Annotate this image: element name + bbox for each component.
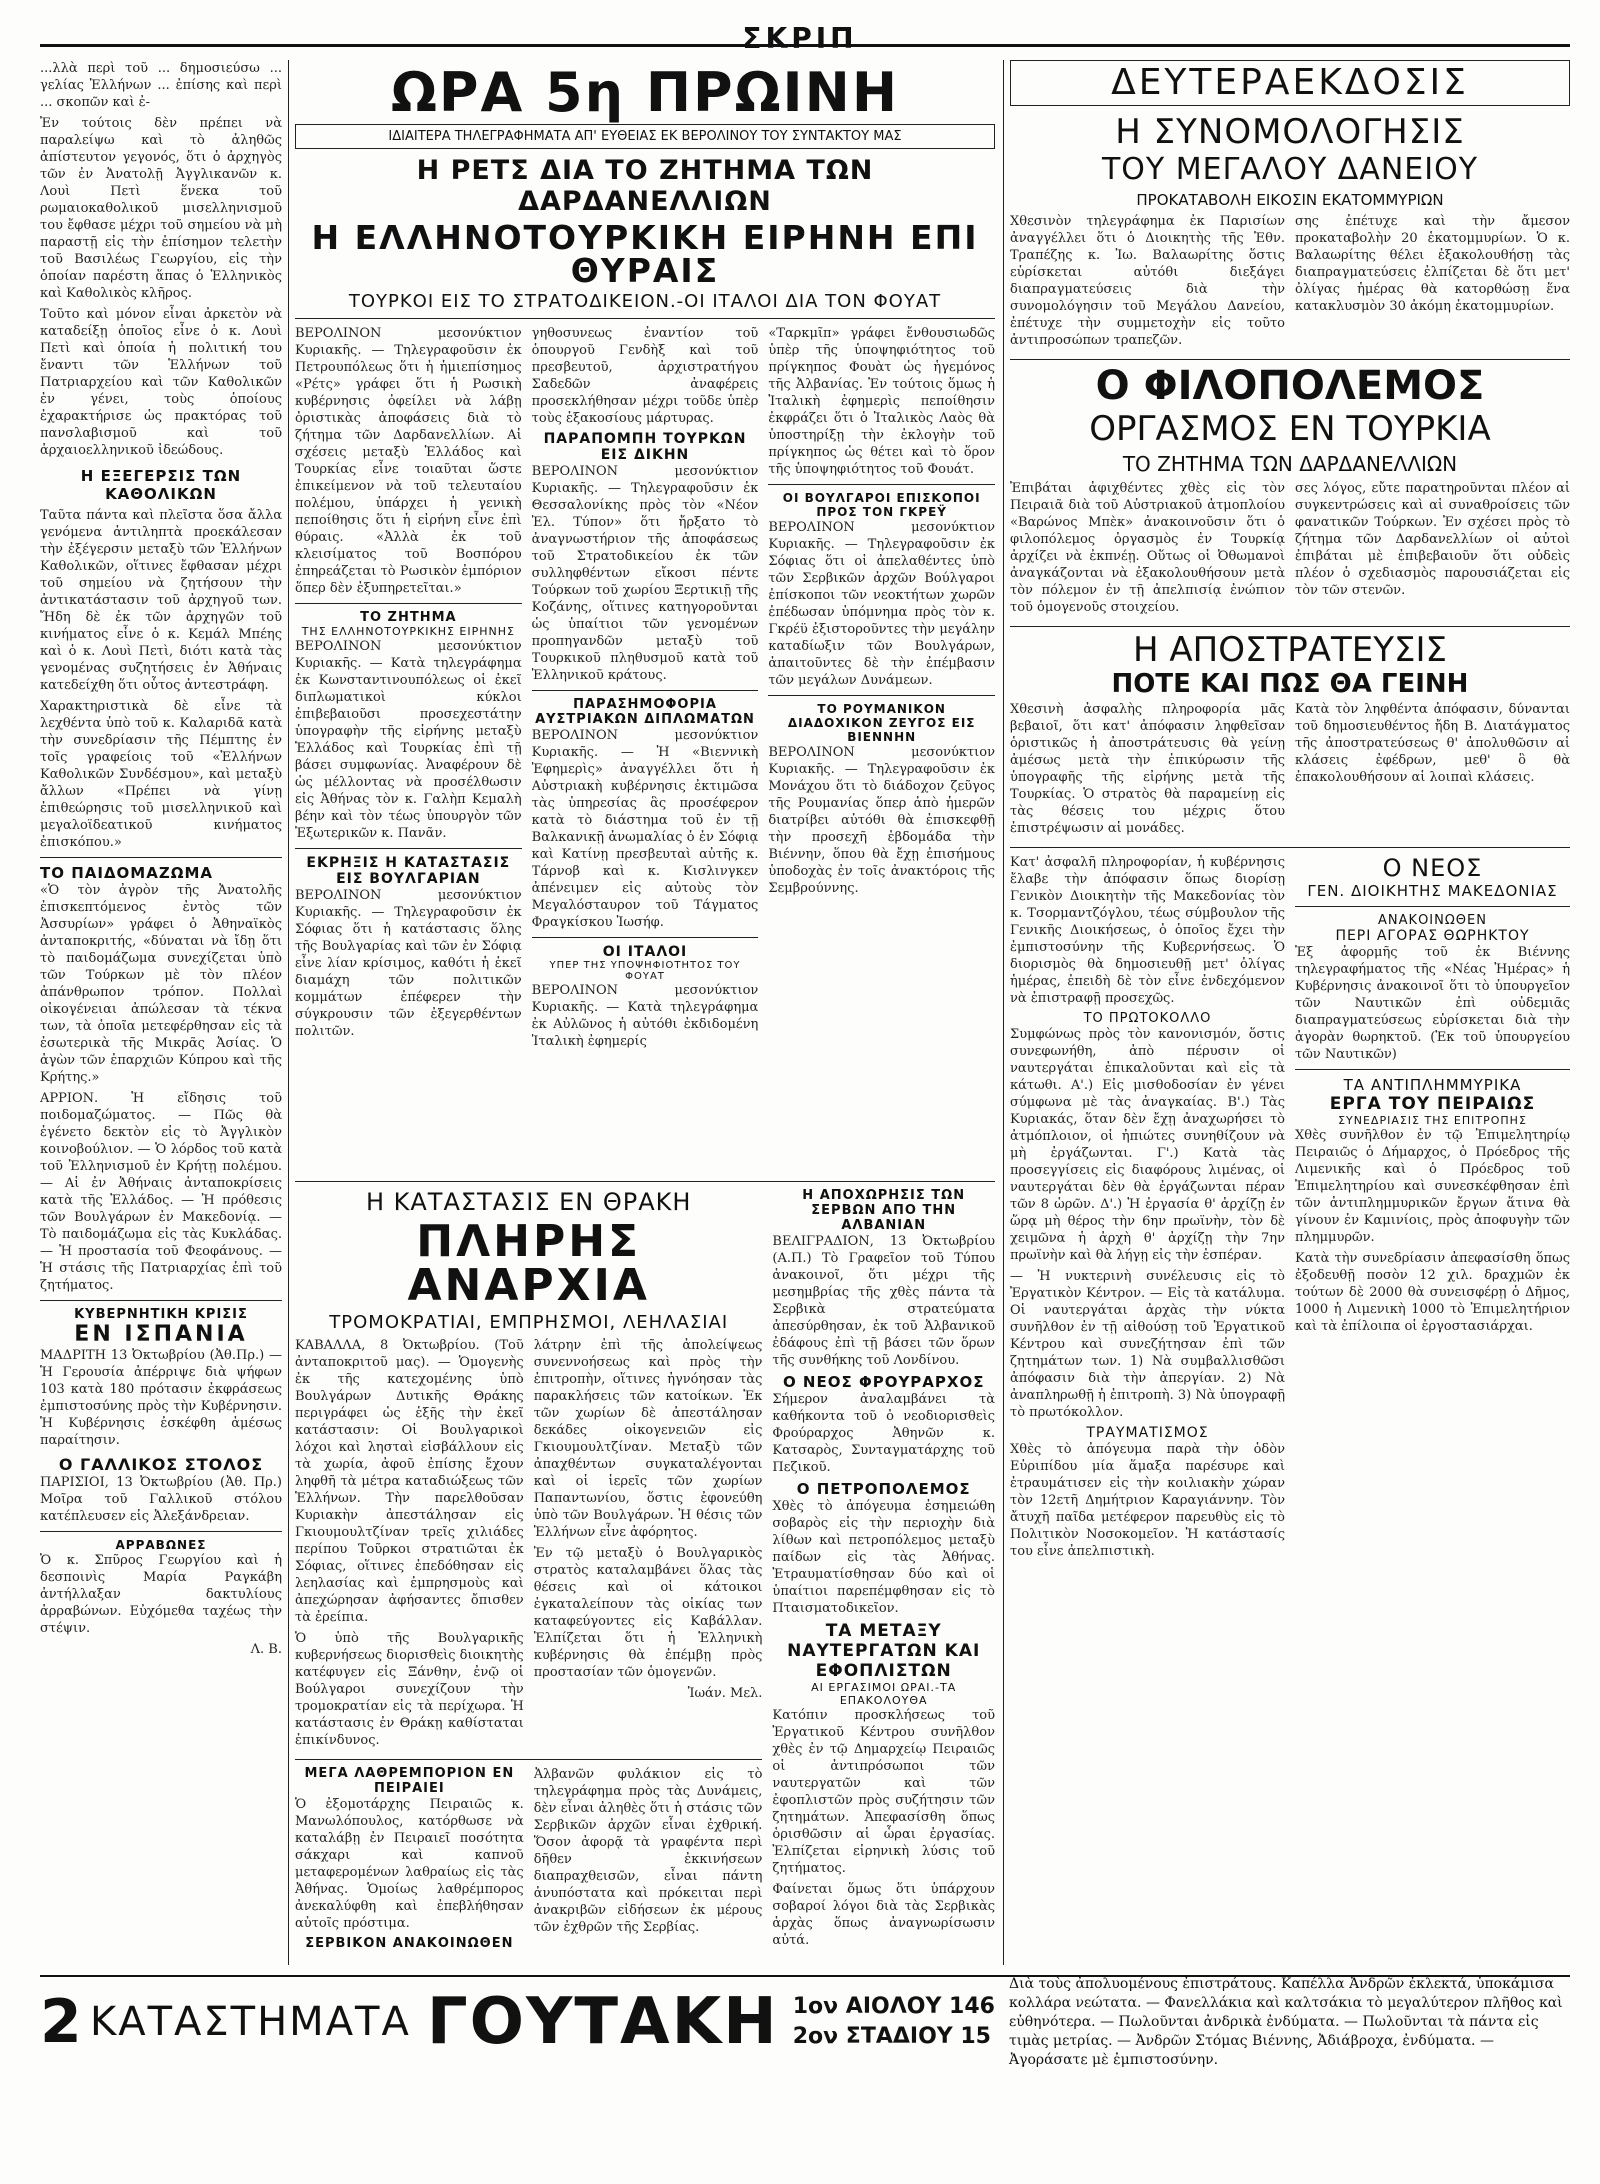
- divider: [768, 484, 995, 485]
- news-columns: [1010, 701, 1570, 841]
- masthead: ΣΚΡΙΠ: [742, 22, 858, 55]
- article-text: Χαρακτηριστικὰ δὲ εἶνε τὰ λεχθέντα ὑπὸ τοῦ κ. Καλαριδᾶ κατὰ τὴν συνεδρίασιν τῆς Πέμπτης ἐν τοῖς γραφείοις τοῦ «Ἑλλήνων Καθολικῶν Συνδέσμου», καὶ μεταξὺ ἄλλων «Πρέπει νὰ γίνῃ ἐπιθεώρησις τοῦ μισελληνικοῦ καὶ μεγαλοϊδεατικοῦ κινήματος ἐπισκόπου.»: [40, 699, 282, 850]
- section-heading: ΟΙ ΙΤΑΛΟΙ: [602, 944, 688, 960]
- news-column: [1295, 854, 1570, 1754]
- section-heading: ΠΕΡΙ ΑΓΟΡΑΣ ΘΩΡΗΚΤΟΥ: [1335, 928, 1530, 944]
- divider: [1010, 847, 1570, 848]
- article-text: ...λλὰ περὶ τοῦ ... δημοσιεύσω ... γελίας Ἑλλήνων ... ἐπίσης καὶ περὶ ... σκοπῶν καὶ ἐ-: [40, 61, 282, 110]
- article-text: λάτρην ἐπὶ τῆς ἀπολείψεως συνεννοήσεως καὶ πρὸς τὴν ἐπιτροπὴν, οἵτινες ἠγνόησαν τὰς παρακλήσεις τῶν κατοίκων. Ἐκ τῶν χωρίων δὲ ἀπεστάλησαν δεκάδες οἰκογενειῶν εἰς Γκιουμουλτζίναν. Μεταξὺ τῶν ἀπαχθέντων συγκαταλέγονται καὶ οἱ ἱερεῖς τῶν χωρίων Παπαντωνίου, ὅστις ἐφονεύθη ὑπὸ τῶν Βουλγάρων. Ἡ θέσις τῶν Ἑλλήνων εἶνε ἀφόρητος.: [533, 1338, 763, 1540]
- section-heading: ΣΕΡΒΙΚΟΝ ΑΝΑΚΟΙΝΩΘΕΝ: [305, 1936, 514, 1948]
- section-heading: ΤΡΑΥΜΑΤΙΣΜΟΣ: [1086, 1425, 1209, 1441]
- headline: ΠΛΗΡΗΣ ΑΝΑΡΧΙΑ: [407, 1216, 650, 1311]
- divider: [1010, 626, 1570, 627]
- headline-sub: ΤΡΟΜΟΚΡΑΤΙΑΙ, ΕΜΠΡΗΣΜΟΙ, ΛΕΗΛΑΣΙΑΙ: [329, 1312, 729, 1333]
- ad-address: 2ον ΣΤΑΔΙΟΥ 15: [792, 2024, 991, 2049]
- ad-number: 2: [40, 1987, 82, 2057]
- section-heading: ΓΕΝ. ΔΙΟΙΚΗΤΗΣ ΜΑΚΕΔΟΝΙΑΣ: [1307, 882, 1558, 900]
- section-heading: ΑΙ ΕΡΓΑΣΙΜΟΙ ΩΡΑΙ.-ΤΑ ΕΠΑΚΟΛΟΥΘΑ: [811, 1681, 957, 1707]
- article-text: Ἐν τῷ μεταξὺ ὁ Βουλγαρικὸς στρατὸς καταλαμβάνει ὅλας τὰς θέσεις καὶ οἱ κάτοικοι ἐγκαταλείπουν τὰς οἰκίας των καταφεύγοντες εἰς Καβάλλαν. Ἐλπίζεται ὅτι ἡ Ἑλληνικὴ κυβέρνησις θὰ ἐπέμβῃ πρὸς προστασίαν τῶν ὁμογενῶν.: [533, 1546, 763, 1680]
- column-middle: [295, 60, 995, 1970]
- headline: Ο ΦΙΛΟΠΟΛΕΜΟΣ: [1095, 363, 1485, 409]
- column-rule: [1003, 60, 1004, 1965]
- section-heading: ΕΚΡΗΞΙΣ Η ΚΑΤΑΣΤΑΣΙΣ ΕΙΣ ΒΟΥΛΓΑΡΙΑΝ: [306, 855, 511, 887]
- news-column: [1010, 213, 1285, 353]
- section-heading: ΥΠΕΡ ΤΗΣ ΥΠΟΨΗΦΙΟΤΗΤΟΣ ΤΟΥ ΦΟΥΑΤ: [549, 960, 741, 982]
- section-heading: ΑΝΑΚΟΙΝΩΘΕΝ: [1378, 913, 1487, 928]
- news-columns: [1010, 480, 1570, 620]
- divider: [532, 937, 759, 938]
- divider: [40, 1531, 282, 1532]
- headline: Η ΑΠΟΣΤΡΑΤΕΥΣΙΣ: [1133, 630, 1447, 670]
- article-text: Ὁ ὑπὸ τῆς Βουλγαρικῆς κυβερνήσεως διορισθεὶς διοικητὴς κατέφυγεν εἰς Ξάνθην, ἐνῷ οἱ Βούλγαροι συνεχίζουν τὴν τρομοκρατίαν εἰς τὰ περίχωρα. Ἡ κατάστασις ἐν Θράκῃ καθίσταται ἐπικίνδυνος.: [295, 1631, 524, 1748]
- article-text: ΒΕΡΟΛΙΝΟΝ μεσονύκτιον Κυριακῆς. — Τηλεγραφοῦσιν ἐκ Μονάχου ὅτι τὸ διάδοχον ζεῦγος τῆς Ρουμανίας ὅπερ ἀπὸ ἡμερῶν διατρίβει αὐτόθι θὰ ἐπισκεφθῇ τὴν προσεχῆ ἑβδομάδα τὴν Βιέννην, ὅπου θὰ ἔχῃ ἐπισήμους ὑποδοχὰς ἐν τοῖς ἀνακτόροις τῆς Σεμβρούννης.: [768, 745, 995, 896]
- divider: [40, 1300, 282, 1301]
- news-column: [1295, 701, 1570, 841]
- article-text: ΚΑΒΑΛΛΑ, 8 Ὀκτωβρίου. (Τοῦ ἀνταποκριτοῦ μας). — Ὁμογενὴς ἐκ τῆς κατεχομένης ὑπὸ Βουλγάρων Δυτικῆς Θράκης περιγράφει ὡς ἑξῆς τὴν ἐκεῖ κατάστασιν: Οἱ Βουλγαρικοὶ λόχοι καὶ λησταὶ εἰσβάλλουν εἰς τὰ χωρία, ἀφοῦ ἐπίσης ἔχουν ληφθῆ τὰ μέτρα καταδιώξεως τῶν Ἑλλήνων. Τὴν παρελθοῦσαν Κυριακὴν ἀπεστάλησαν εἰς Γκιουμουλτζίναν τρεῖς χιλιάδες περίπου Τοῦρκοι στρατιῶται ἐκ Σόφιας, οἵτινες ἐπεδόθησαν εἰς λεηλασίας καὶ ἐμπρησμοὺς καὶ ἀπεχώρησαν ἀφήσαντες ὄπισθεν τὰ ἐρείπια.: [295, 1338, 524, 1625]
- news-column: [1295, 213, 1570, 353]
- article-text: γηθοσυνεως ἐναντίον τοῦ ὁπουργοῦ Γενδὴξ καὶ τοῦ πρεσβευτοῦ, ἀρχιστρατήγου Σαδεδῶν ἀναφέρεις προσεκλήθησαν μέχρι τοῦδε ὑπὲρ τοὺς ἑξακοσίους μάρτυρας.: [531, 326, 759, 426]
- divider: [768, 695, 995, 696]
- article-text: Ἐπιβάται ἀφιχθέντες χθὲς εἰς τὸν Πειραιᾶ διὰ τοῦ Αὐστριακοῦ ἀτμοπλοίου «Βαρώνος Μπὲκ» ἀνακοινοῦσιν ὅτι ὁ φιλοπόλεμος ὀργασμὸς ἐν Τουρκίᾳ ἀρχίζει νὰ ἐκπνέῃ. Οὕτως οἱ Ὀθωμανοὶ ἀναγκάζονται νὰ ἐξακολουθήσουν μετὰ τὸν πόλεμον ἐν τῇ ἀπελπισίᾳ ἐνώπιον τοῦ ὁμογενοῦς στοιχείου.: [1010, 481, 1285, 615]
- section-heading: Ο ΓΑΛΛΙΚΟΣ ΣΤΟΛΟΣ: [58, 1455, 264, 1474]
- news-column: [768, 325, 995, 1175]
- article-text: ΒΕΛΙΓΡΑΔΙΟΝ, 13 Ὀκτωβρίου (Α.Π.) Τὸ Γραφεῖον τοῦ Τύπου ἀνακοινοῖ, ὅτι μέχρι τῆς μεσημβρίας τῆς χθὲς πάντα τὰ Σερβικὰ στρατεύματα ἀπεσύρθησαν, ἐκ τοῦ Ἀλβανικοῦ ἐδάφους ἐπὶ τῇ βάσει τῶν ὅρων τῆς συνθήκης τοῦ Λονδίνου.: [772, 1234, 995, 1368]
- section-heading: ΠΑΡΑΣΗΜΟΦΟΡΙΑ ΑΥΣΤΡΙΑΚΩΝ ΔΙΠΛΩΜΑΤΩΝ: [535, 697, 755, 727]
- headline: ΤΟΥ ΜΕΓΑΛΟΥ ΔΑΝΕΙΟΥ: [1101, 152, 1479, 187]
- article-text: Ὁ κ. Σπῦρος Γεωργίου καὶ ἡ δεσποινὶς Μαρία Ραγκάβη ἀντήλλαξαν δακτυλίους ἀρραβώνων. Εὐχόμεθα ταχέως τὴν στέψιν.: [40, 1553, 282, 1636]
- section-heading: ΠΑΡΑΠΟΜΠΗ ΤΟΥΡΚΩΝ ΕΙΣ ΔΙΚΗΝ: [543, 431, 747, 463]
- section-heading: ΤΗΣ ΕΛΛΗΝΟΤΟΥΡΚΙΚΗΣ ΕΙΡΗΝΗΣ: [301, 625, 515, 638]
- article-text: Τοῦτο καὶ μόνον εἶναι ἀρκετὸν νὰ καταδείξῃ ὁποῖος εἶνε ὁ κ. Λουὶ Πετὶ καὶ ὁποία ἡ πολιτική του ἔναντι τῶν Ἑλλήνων τοῦ Πατριαρχείου καὶ τῶν Καθολικῶν ἐν γένει, τοὺς ὁποίους ἐχαρακτήρισε ὡς πρακτόρας τοῦ πανσλαβισμοῦ καὶ τοῦ ἀρχαιοελληνικοῦ ἰδεώδους.: [40, 307, 282, 458]
- news-columns: [295, 1337, 762, 1753]
- article-text: Ταῦτα πάντα καὶ πλεῖστα ὅσα ἄλλα γενόμενα ἀντιληπτὰ προεκάλεσαν τὴν ἐξέγερσιν μεταξὺ τῶν Ἑλλήνων Καθολικῶν, οἵτινες ἔφθασαν μέχρι τοῦ σημείου νὰ ζητήσουν τὴν ἀντικατάστασιν τοῦ ἀρχηγοῦ των. Ἤδη δὲ ἐκ τῶν ἀρχηγῶν τοῦ κινήματος εἶνε ὁ κ. Κεμάλ Μπέης καὶ ὁ κ. Λουὶ Πετὶ, διότι κατὰ τὰς γενομένας συζητήσεις ἐν Ἀθήναις κατεδείχθη ὅτι οὗτος ἀντεστράφη.: [40, 508, 282, 693]
- section-heading: ΤΟ ΡΟΥΜΑΝΙΚΟΝ ΔΙΑΔΟΧΙΚΟΝ ΖΕΥΓΟΣ ΕΙΣ ΒΙΕΝΝΗΝ: [787, 702, 976, 744]
- article-text: Χθὲς συνῆλθον ἐν τῷ Ἐπιμελητηρίῳ Πειραιῶς ὁ Δήμαρχος, ὁ Πρόεδρος τῆς Λιμενικῆς καὶ ὁ Πρόεδρος τοῦ Ἐπιμελητηρίου καὶ συνεσκέφθησαν ἐπὶ τῶν ἀντιπλημμυρικῶν ἔργων ἅτινα θὰ γίνουν ἐν Καμινίοις, πρὸς ἀποφυγὴν τῶν πλημμυρῶν.: [1295, 1128, 1570, 1245]
- section-heading: ΤΑ ΜΕΤΑΞΥ ΝΑΥΤΕΡΓΑΤΩΝ ΚΑΙ ΕΦΟΠΛΙΣΤΩΝ: [787, 1621, 981, 1681]
- news-columns: [1010, 213, 1570, 353]
- news-column: [295, 1337, 524, 1753]
- headline-sub: ΙΔΙΑΙΤΕΡΑ ΤΗΛΕΓΡΑΦΗΜΑΤΑ ΑΠ' ΕΥΘΕΙΑΣ ΕΚ ΒΕΡΟΛΙΝΟΥ ΤΟΥ ΣΥΝΤΑΚΤΟΥ ΜΑΣ: [295, 124, 995, 149]
- article-text: Ἐν τούτοις δὲν πρέπει νὰ παραλείψω καὶ τὸ ἀληθῶς ἀπίστευτον γεγονός, ὅτι ὁ ἀρχηγὸς τῶν ἐν Ἀνατολῇ Ἀγγλικανῶν κ. Λουὶ Πετὶ ἕνεκα τοῦ ρωμαιοκαθολικοῦ μισελληνισμοῦ του ἔφθασε μέχρι τοῦ σημείου νὰ μὴ παραστῇ εἰς τὴν ἐπίσημον τελετὴν τοῦ Βασιλέως Γεωργίου, εἰς τὴν ὁποίαν παρέστη ἅπας ὁ Ἑλληνικὸς καὶ Καθολικὸς κλῆρος.: [40, 116, 282, 301]
- article-text: Κατ' ἀσφαλῆ πληροφορίαν, ἡ κυβέρνησις ἔλαβε τὴν ἀπόφασιν ὅπως διορίσῃ Γενικὸν Διοικητὴν τῆς Μακεδονίας τὸν κ. Τσορμαντζόγλου, τέως σύμβουλον τῆς Γενικῆς Διοικήσεως, ὁ ὁποῖος ἔχει τὴν ἐμπιστοσύνην τῆς Κυβερνήσεως. Ὁ διορισμὸς θὰ δημοσιευθῇ μετ' ὀλίγας ἡμέρας, ἐπειδὴ δὲ τὸν εἶνε ἐνδεχόμενον νὰ ἐπιστραφῇ προσεχῶς.: [1010, 855, 1285, 1006]
- article-text: σες λόγος, εὔτε παρατηροῦνται πλέον αἱ συγκεντρώσεις καὶ αἱ συναθροίσεις τῶν φανατικῶν Τούρκων. Ἐν σχέσει πρὸς τὸ ζήτημα τῶν Δαρδανελλίων οἱ αὐτοὶ ἐπιβάται μὲ ἐπιβεβαιοῦν ὅτι οὐδεὶς πλέον ὁ σχεδιασμὸς παρουσιάζεται εἰς τὸν τῶν στενῶν.: [1295, 481, 1570, 598]
- headline-sub: ΠΡΟΚΑΤΑΒΟΛΗ ΕΙΚΟΣΙΝ ΕΚΑΤΟΜΜΥΡΙΩΝ: [1136, 191, 1444, 209]
- article-text: Χθὲς τὸ ἀπόγευμα παρὰ τὴν ὁδὸν Εὐριπίδου μία ἅμαξα παρέσυρε καὶ ἐτραυμάτισεν εἰς τὴν κοιλιακὴν χώραν τὸν 12ετῆ Δημήτριον Καραγιάννην. Τὸν ἄτυχῆ παῖδα μετέφερον παρευθὺς εἰς τὸ Πολιτικὸν Νοσοκομεῖον. Ἡ κατάστασίς του εἶνε ἀπελπιστικὴ.: [1010, 1442, 1285, 1559]
- headline: ΟΡΓΑΣΜΟΣ ΕΝ ΤΟΥΡΚΙΑ: [1089, 409, 1491, 449]
- signature: Λ. Β.: [250, 1642, 282, 1657]
- column-rule: [288, 60, 289, 1965]
- news-column: [1010, 480, 1285, 620]
- divider: [532, 690, 759, 691]
- news-column: [295, 325, 522, 1175]
- news-columns: [1010, 854, 1570, 1754]
- news-column: [1295, 480, 1570, 620]
- section-heading: Ο ΝΕΟΣ: [1382, 854, 1483, 882]
- section-heading: Η ΕΞΕΓΕΡΣΙΣ ΤΩΝ ΚΑΘΟΛΙΚΩΝ: [80, 467, 242, 503]
- divider: [295, 603, 522, 604]
- article-text: Ἀλβανῶν φυλάκιον εἰς τὸ τηλεγράφημα πρὸς τὰς Δυνάμεις, δὲν εἶναι ἀληθὲς ὅτι ἡ στάσις τῶν Σερβικῶν ἀρχῶν εἶναι ἐχθρική. Ὅσον ἀφορᾷ τὰ γραφέντα περὶ δῆθεν ἐκκινήσεων διαπραχθεισῶν, εἶναι πάντη ἀνυπόστατα καὶ πρόκειται περὶ ἀνακριβῶν εἰδήσεων ἐκ μέρους τῶν ἐχθρῶν τῆς Σερβίας.: [533, 1767, 763, 1935]
- article-text: ΑΡΡΙΟΝ. Ἡ εἴδησις τοῦ ποιδομαζώματος. — Πῶς θὰ ἐγένετο δεκτὸν εἰς τὸ Ἀγγλικὸν κοινοβούλιον. — Ὁ λόρδος τοῦ κατὰ τοῦ Ἑλληνισμοῦ ἐν Κρήτῃ πολέμου. — Αἱ ἐν Ἀθήναις ἀνταποκρίσεις κατὰ τῆς Ἑλλάδος. — Ἡ πρόθεσις τῶν Βουλγάρων ἐν Μακεδονίᾳ. — Τὸ παιδομάζωμα εἰς τὰς Κυκλάδας. — Ἡ προστασία τοῦ Φεοφάνους. — Ἡ στάσις τῆς Πατριαρχίας ἐπὶ τοῦ ζητήματος.: [40, 1091, 282, 1293]
- article-text: ΜΑΔΡΙΤΗ 13 Ὀκτωβρίου (Ἀθ.Πρ.) —Ἡ Γερουσία ἀπέρριψε διὰ ψήφων 103 κατὰ 180 πρότασιν ἐκφράσεως ἐμπιστοσύνης πρὸς τὴν Κυβέρνησιν. Ἡ Κυβέρνησις ἐσκέφθη ἀμέσως παραίτησιν.: [40, 1348, 282, 1448]
- article-text: ΒΕΡΟΛΙΝΟΝ μεσονύκτιον Κυριακῆς. — Κατὰ τηλεγράφημα ἐκ Αὐλῶνος ἡ αὐτόθι ἐκδιδομένη Ἰταλικὴ ἐφημερίς: [531, 983, 759, 1049]
- ad-addresses: [793, 1992, 995, 2052]
- divider: [295, 318, 995, 319]
- article-text: ΒΕΡΟΛΙΝΟΝ μεσονύκτιον Κυριακῆς. — Κατὰ τηλεγράφημα ἐκ Κωνσταντινουπόλεως οἱ ἐκεῖ διπλωματικοὶ κύκλοι ἐπιβεβαιοῦσι προσεχεστάτην ὑπογραφὴν τῆς εἰρήνης μεταξὺ Ἑλλάδος καὶ Τουρκίας ἐπὶ τῇ βάσει συμφωνίας. Ἀναφέρουν δὲ ὡς μέλλοντας νὰ προσέλθωσιν εἰς Ἀθήνας τὸν κ. Γαλὴπ Κεμαλὴ βέην καὶ τὸν τέως ὑπουργὸν τῶν Ἐξωτερικῶν κ. Πανᾶν.: [295, 639, 522, 841]
- advertisement-banner: [40, 1975, 1570, 2067]
- divider: [295, 848, 522, 849]
- article-text: ΒΕΡΟΛΙΝΟΝ μεσονύκτιον Κυριακῆς. — Τηλεγραφοῦσιν ἐκ Σόφιας ὅτι ἡ κατάστασις ὅλης τῆς Βουλγαρίας καὶ τῶν ἐν Σόφιᾳ εἶνε λίαν κρίσιμος, καθότι ἡ ἐκεῖ διαμάχη τῶν πολιτικῶν κομμάτων ἐπέφερεν τὴν σύγκρουσιν τῶν ἐξεγερθέντων πολιτῶν.: [295, 888, 522, 1039]
- news-columns: [295, 325, 995, 1175]
- article-text: Σήμερον ἀναλαμβάνει τὰ καθήκοντα τοῦ ὁ νεοδιορισθεὶς Φρούραρχος Ἀθηνῶν κ. Κατσαρὸς, Συνταγματάρχης τοῦ Πεζικοῦ.: [772, 1392, 995, 1475]
- thrace-article: [295, 1188, 762, 1948]
- main-headline: ΩΡΑ 5η ΠΡΩΙΝΗ: [390, 61, 900, 124]
- article-text: «Ὁ τὸν ἀγρὸν τῆς Ἀνατολῆς ἐπισκεπτόμενος ἐντὸς τῶν Ἀσσυρίων» γράφει ὁ Ἀθηναϊκὸς ἀνταποκριτής, «δύναται νὰ ἴδῃ ὅτι τὸ παιδομάζωμα συνεχίζεται ὑπὸ τῶν Τούρκων μὲ τὸν πλέον ἀπάνθρωπον τρόπον. Πολλαὶ οἰκογένειαι ἀπώλεσαν τὰ τέκνα των, τὰ ὁποῖα μετεφέρθησαν εἰς τὰ ἐσωτερικὰ τῆς Μικρᾶς Ἀσίας. Ὁ ἀγὼν τῶν ἐπαρχιῶν Κύπρου καὶ τῆς Κρήτης.»: [40, 883, 282, 1085]
- article-text: ΒΕΡΟΛΙΝΟΝ μεσονύκτιον Κυριακῆς. — Τηλεγραφοῦσιν ἐκ Σόφιας ὅτι οἱ ἀπελαθέντες ὑπὸ τῶν Σερβικῶν ἀρχῶν Βούλγαροι ἐπίσκοποι τῶν νεοκτήτων χωρῶν ἐπέδωσαν ὑπόμνημα πρὸς τὸν κ. Γκρέϋ ἐξιστοροῦντες τὴν μεγάλην καταδίωξιν τῶν Βουλγάρων, ἀπαιτοῦντες δὲ τὴν ἐπέμβασιν τῶν μεγάλων Δυνάμεων.: [768, 520, 995, 688]
- headline-sub: ΤΟ ΖΗΤΗΜΑ ΤΩΝ ΔΑΡΔΑΝΕΛΛΙΩΝ: [1122, 452, 1458, 476]
- ad-brand: ΓΟΥΤΑΚΗ: [426, 1985, 779, 2059]
- section-heading: Ο ΝΕΟΣ ΦΡΟΥΡΑΡΧΟΣ: [782, 1373, 985, 1391]
- article-text: Κατόπιν προσκλήσεως τοῦ Ἐργατικοῦ Κέντρου συνῆλθον χθὲς ἐν τῷ Δημαρχείῳ Πειραιῶς οἱ ἀντιπρόσωποι τῶν ναυτεργατῶν καὶ τῶν ἐφοπλιστῶν πρὸς συζήτησιν τῶν ζητημάτων. Ἀπεφασίσθη ὅπως ὁρισθῶσιν αἱ ὧραι ἐργασίας. Ἐλπίζεται εἰρηνικὴ λύσις τοῦ ζητήματος.: [772, 1708, 995, 1876]
- article-text: Φαίνεται ὅμως ὅτι ὑπάρχουν σοβαροί λόγοι διὰ τὰς Σερβικὰς ἀρχὰς ὅπως ἀναγνωρίσωσιν αὐτά.: [772, 1882, 995, 1948]
- news-column: [534, 1766, 763, 1948]
- article-text: Ἐξ ἀφορμῆς τοῦ ἐκ Βιέννης τηλεγραφήματος τῆς «Νέας Ἡμέρας» ἡ Κυβέρνησις ἀνακοινοῖ ὅτι τὸ ὑπουργεῖον τῶν Ναυτικῶν ἐπὶ οὐδεμιᾶς διαπραγματεύσεως εὑρίσκεται διὰ τὴν ἀγορὰν θωρηκτοῦ. (Ἐκ τοῦ ὑπουργείου τῶν Ναυτικῶν): [1295, 945, 1570, 1062]
- section-heading: ΣΥΝΕΔΡΙΑΣΙΣ ΤΗΣ ΕΠΙΤΡΟΠΗΣ: [1338, 1114, 1527, 1127]
- headline: Η ΕΛΛΗΝΟΤΟΥΡΚΙΚΗ ΕΙΡΗΝΗ ΕΠΙ ΘΥΡΑΙΣ: [311, 218, 979, 290]
- article-text: — Ἡ νυκτερινὴ συνέλευσις εἰς τὸ Ἐργατικὸν Κέντρον. — Εἰς τὰ κατάλυμα. Οἱ ναυτεργάται ἀρχὰς τὴν νύκτα συνῆλθον ἐν τῇ αἰθούσῃ τοῦ Ἐργατικοῦ Κέντρου καὶ συνεζήτησαν ἐπὶ τῶν ζητημάτων των. 1) Νὰ συμβαλλισθῶσι ἀπόφασιν διὰ τὴν ἀπεργίαν. 2) Νὰ ἀναπληρωθῇ ἡ ἐπιτροπὴ. 3) Νὰ ὑπογραφῇ τὸ πρωτόκολλον.: [1010, 1269, 1285, 1420]
- divider: [295, 1759, 762, 1760]
- section-heading: ΤΑ ΑΝΤΙΠΛΗΜΜΥΡΙΚΑ: [1343, 1076, 1522, 1094]
- article-text: Χθεσινὸν τηλεγράφημα ἐκ Παρισίων ἀναγγέλλει ὅτι ὁ Διοικητὴς τῆς Ἐθν. Τραπέζης κ. Ἰω. Βαλαωρίτης ὅστις εὑρίσκεται αὐτόθι διεξάγει διαπραγματεύσεις διὰ τὴν συνομολόγησιν τοῦ Μεγάλου Δανείου, ἐπέτυχε τὴν συμμετοχὴν εἰς τοῦτο ἀντιπροσώπων τραπεζῶν.: [1010, 214, 1285, 348]
- article-text: Κατὰ τὴν συνεδρίασιν ἀπεφασίσθη ὅπως ἐξοδευθῇ ποσὸν 12 χιλ. δραχμῶν ἐκ τούτων δὲ 2000 θὰ συνεισφέρῃ ὁ Δῆμος, 1000 ἡ Λιμενικὴ 1000 τὸ Ἐπιμελητήριον καὶ τὰ ἐπίλοιπα οἱ ἐργοστασιάρχαι.: [1295, 1251, 1570, 1334]
- article-text: ΒΕΡΟΛΙΝΟΝ μεσονύκτιον Κυριακῆς. — Τηλεγραφοῦσιν ἐκ Θεσσαλονίκης πρὸς τὸν «Νέον Ἑλ. Τύπον» ὅτι ἤρξατο τὸ ἀναγνωστήριον τῆς ἀποφάσεως τοῦ Στρατοδικείου ἐκ τῶν συλληφθέντων εἴκοσι πέντε Τούρκων τοῦ χωρίου Ξερτικιῇ τῆς Κοζάνης, οἵτινες κατηγοροῦνται ὡς ὑπαίτιοι τῶν γενομένων προπηγανδῶν μεταξὺ τοῦ Τουρκικοῦ πληθυσμοῦ κατὰ τοῦ Ἑλληνικοῦ κράτους.: [531, 464, 759, 683]
- article-text: «Ταρκμῖπ» γράφει ἔνθουσιωδῶς ὑπὲρ τῆς ὑποψηφιότητος τοῦ πρίγκηπος Φουὰτ ὡς ἡγεμόνος τῆς Ἀλβανίας. Ἐν τούτοις ὅμως ἡ Ἰταλικὴ ἐφημερὶς πεποίθησιν ἐκφράζει ὅτι ὁ Ἰταλικὸς Λαὸς θὰ ὑποστηρίξῃ τὴν ἐκλογὴν τοῦ πρίγκηπος ὡς θέτει καὶ τὸ ὅρον τῆς ὑποψηφιότητος τοῦ Φουάτ.: [768, 326, 995, 477]
- section-heading: ΟΙ ΒΟΥΛΓΑΡΟΙ ΕΠΙΣΚΟΠΟΙ ΠΡΟΣ ΤΟΝ ΓΚΡΕΫ: [782, 491, 981, 519]
- news-column: [534, 1337, 763, 1753]
- headline-sub: ΠΟΤΕ ΚΑΙ ΠΩΣ ΘΑ ΓΕΙΝΗ: [1111, 669, 1469, 699]
- section-heading: Ο ΠΕΤΡΟΠΟΛΕΜΟΣ: [796, 1480, 971, 1498]
- ad-address: 1ον ΑΙΟΛΟΥ 146: [792, 1994, 995, 2019]
- section-heading: ΕΝ ΙΣΠΑΝΙΑ: [74, 1322, 248, 1347]
- article-text: Κατὰ τὸν ληφθέντα ἀπόφασιν, δύνανται τοῦ δημοσιευθέντος ἤδη Β. Διατάγματος τῆς ἀποστρατεύσεως θ' ἀπολυθῶσιν αἱ κλάσεις ἐφέδρων, μεθ' ὃ θὰ ἐπακολουθήσουν αἱ λοιπαὶ κλάσεις.: [1295, 702, 1570, 785]
- section-heading: ΤΟ ΖΗΤΗΜΑ: [360, 610, 457, 625]
- section-heading: ΑΡΡΑΒΩΝΕΣ: [115, 1538, 207, 1552]
- news-column: [1010, 854, 1285, 1754]
- divider: [40, 857, 282, 858]
- article-text: Συμφώνως πρὸς τὸν κανονισμόν, ὅστις συνεφωνήθη, ἀπὸ πέρυσιν οἱ ναυτεργάται ἐπικαλοῦνται καὶ εἰς τὰ κάτωθι. Α'.) Εἰς μισθοδοσίαν ἐν γένει σύμφωνα μὲ τὰς ἀναγκαίας. Β'.) Τὰς Κυριακάς, ὅταν δὲν ἔχῃ ἀναχωρήσει τὸ ἀτμόπλοιον, οἱ ἠπιώτες συνηθίζουν νὰ μὴ ἐργάζωνται. Γ'.) Κατὰ τὰς προσεγγίσεις εἰς διαφόρους λιμένας, οἱ ναυτεργάται δὲν θὰ ἐργάζωνται πέραν τῶν 8 ὡρῶν. Δ'.) Ἡ ἐργασία θ' ἀρχίζῃ ἐν ὥρᾳ μὴ θέρος τὴν 6ην πρωϊνὴν, τὸν δὲ χειμῶνα ἡ ἀρχὴ θ' ἀρχίζῃ τὴν 7ην πρωϊνὴν καὶ θὰ λήγῃ εἰς τὴν ἑσπέραν.: [1010, 1027, 1285, 1263]
- signature: Ἰωάν. Μελ.: [687, 1686, 763, 1701]
- headline-sub: ΤΟΥΡΚΟΙ ΕΙΣ ΤΟ ΣΤΡΑΤΟΔΙΚΕΙΟΝ.-ΟΙ ΙΤΑΛΟΙ ΔΙΑ ΤΟΝ ΦΟΥΑΤ: [348, 291, 942, 312]
- section-heading: Η ΑΠΟΧΩΡΗΣΙΣ ΤΩΝ ΣΕΡΒΩΝ ΑΠΟ ΤΗΝ ΑΛΒΑΝΙΑΝ: [802, 1188, 966, 1233]
- article-text: Χθὲς τὸ ἀπόγευμα ἐσημειώθη σοβαρὸς εἰς τὴν περιοχὴν διὰ λίθων καὶ πετροπόλεμος μεταξὺ παίδων εἰς τὰς Ἀθήνας. Ἐτραυματίσθησαν δύο καὶ οἱ ὑπαίτιοι παρεπέμφθησαν εἰς τὸ Πταισματοδικεῖον.: [772, 1499, 995, 1616]
- news-columns: [295, 1188, 995, 1948]
- news-columns: [295, 1766, 762, 1948]
- news-column: [295, 1766, 524, 1948]
- article-text: ΠΑΡΙΣΙΟΙ, 13 Ὀκτωβρίου (Ἀθ. Πρ.) Μοῖρα τοῦ Γαλλικοῦ στόλου κατέπλευσεν εἰς Ἀλεξάνδρειαν.: [40, 1475, 282, 1524]
- section-heading: ΤΟ ΠΑΙΔΟΜΑΖΩΜΑ: [40, 864, 214, 882]
- divider: [295, 1181, 995, 1182]
- article-text: Χθεσινὴ ἀσφαλὴς πληροφορία μᾶς βεβαιοῖ, ὅτι κατ' ἀπόφασιν ληφθεῖσαν ὁριστικῶς ἡ ἀποστράτευσις θὰ γείνῃ ἀμέσως μετὰ τὴν ἐπικύρωσιν τῆς ὑπογραφῆς τῆς εἰρήνης μετὰ τῆς Τουρκίας. Ὁ στρατὸς θὰ παραμείνῃ εἰς τὰς θέσεις του μέχρις ὅτου ἐπιστρέψωσιν αἱ μονάδες.: [1010, 702, 1285, 836]
- ad-label: ΚΑΤΑΣΤΗΜΑΤΑ: [90, 1999, 411, 2045]
- headline: Η ΚΑΤΑΣΤΑΣΙΣ ΕΝ ΘΡΑΚΗ: [365, 1188, 692, 1216]
- section-heading: ΤΟ ΠΡΩΤΟΚΟΛΛΟ: [1083, 1011, 1212, 1026]
- news-column: [772, 1188, 995, 1948]
- column-right: [1010, 60, 1570, 1970]
- headline: Η ΣΥΝΟΜΟΛΟΓΗΣΙΣ: [1115, 112, 1465, 152]
- top-rule: [40, 44, 1570, 47]
- edition-heading: ΔΕΥΤΕΡΑΕΚΔΟΣΙΣ: [1010, 60, 1570, 106]
- news-column: [532, 325, 759, 1175]
- article-text: Ὁ ἐξομοτάρχης Πειραιῶς κ. Μανωλόπουλος, κατόρθωσε νὰ καταλάβῃ ἐν Πειραιεῖ ποσότητα σάκχαρι καὶ καπνοῦ μεταφερομένων λαθραίως εἰς τὰς Ἀθήνας. Ὁμοίως λαθρέμπορος ἀνεκαλύφθη καὶ ἐπεβλήθησαν αὐτοῖς πρόστιμα.: [295, 1797, 524, 1931]
- column-left: [40, 60, 282, 1970]
- news-column: [1010, 701, 1285, 841]
- divider: [1010, 359, 1570, 360]
- divider: [1295, 906, 1570, 907]
- section-heading: ΚΥΒΕΡΝΗΤΙΚΗ ΚΡΙΣΙΣ: [74, 1307, 248, 1322]
- article-text: ΒΕΡΟΛΙΝΟΝ μεσονύκτιον Κυριακῆς. — Ἡ «Βιεννικὴ Ἐφημερὶς» ἀναγγέλλει ὅτι ἡ Αὐστριακὴ κυβέρνησις ἐκτιμῶσα τὰς ὑπηρεσίας ἃς προσέφερον κατὰ τὸ διάστημα τοῦ ἐν τῇ Βαλκανικῇ ἀνωμαλίας ὁ ἐν Σόφιᾳ καὶ Κατίνῃ πρεσβευταὶ αὐτῆς κ. Τάρνοβ καὶ κ. Κισλινγκεν ἀπένειμεν εἰς αὐτοὺς τὸν Μεγαλόσταυρον τοῦ Τάγματος Φραγκίσκου Ἰωσήφ.: [531, 728, 759, 930]
- divider: [1295, 1069, 1570, 1070]
- article-text: σης ἐπέτυχε καὶ τὴν ἄμεσον προκαταβολὴν 20 ἑκατομμυρίων. Ὁ κ. Βαλαωρίτης θέλει ἐξακολουθήσῃ τὰς διαπραγματεύσεις ἐλπίζεται δὲ ὅτι μετ' ὀλίγας ἡμέρας θὰ κατορθώσῃ ἕνα κατακλυσμὸν 30 ἀκόμη ἑκατομμυρίων.: [1295, 214, 1570, 314]
- ad-text: Διὰ τοὺς ἀπολυομένους ἐπιστράτους. Καπέλλα Ἀνδρῶν ἐκλεκτά, ὑποκάμισα κολλάρα νεώτατα. — Φανελλάκια καὶ καλτσάκια τὸ μεγαλύτερον πλῆθος καὶ εὐθηνότερα. — Πωλοῦνται ἀνδρικὰ ἐνδύματα. — Πωλοῦνται τὰ πάντα εἰς τιμὰς μετρίας. — Ἀνδρῶν Στόμας Βιέννης, Ἀδιάβροχα, ἐνδύματα. — Ἀγοράσατε μὲ ἐμπιστοσύνην.: [1008, 1975, 1563, 2068]
- section-heading: ΜΕΓΑ ΛΑΘΡΕΜΠΟΡΙΟΝ ΕΝ ΠΕΙΡΑΙΕΙ: [304, 1766, 515, 1796]
- article-text: ΒΕΡΟΛΙΝΟΝ μεσονύκτιον Κυριακῆς. — Τηλεγραφοῦσιν ἐκ Πετρουπόλεως ὅτι ἡ ἡμιεπίσημος «Ρέτς» γράφει ὅτι ἡ Ρωσικὴ κυβέρνησις ὀφείλει νὰ λάβῃ ὁριστικὰς ἀποφάσεις διὰ τὸ ζήτημα τῶν Δαρδανελλίων. Αἱ σχέσεις μεταξὺ Ἑλλάδος καὶ Τουρκίας εἶνε τοιαῦται ὥστε ἐπικείμενον νὰ τοῦ τελευταίου πολέμου, ὑπάρχει ἡ γενικὴ πεποίθησις ὅτι ἡ εἰρήνη εἶνε ἐπὶ θύραις. «Ἀλλὰ ἐκ τοῦ κλεισίματος τοῦ Βοσπόρου ἐπηρεάζεται τὸ Ρωσικὸν ἐμπόριον ὅπερ δὲν ἐξυπηρετεῖται.»: [295, 326, 522, 596]
- section-heading: ΕΡΓΑ ΤΟΥ ΠΕΙΡΑΙΩΣ: [1329, 1094, 1536, 1114]
- headline: Η ΡΕΤΣ ΔΙΑ ΤΟ ΖΗΤΗΜΑ ΤΩΝ ΔΑΡΔΑΝΕΛΛΙΩΝ: [416, 155, 874, 217]
